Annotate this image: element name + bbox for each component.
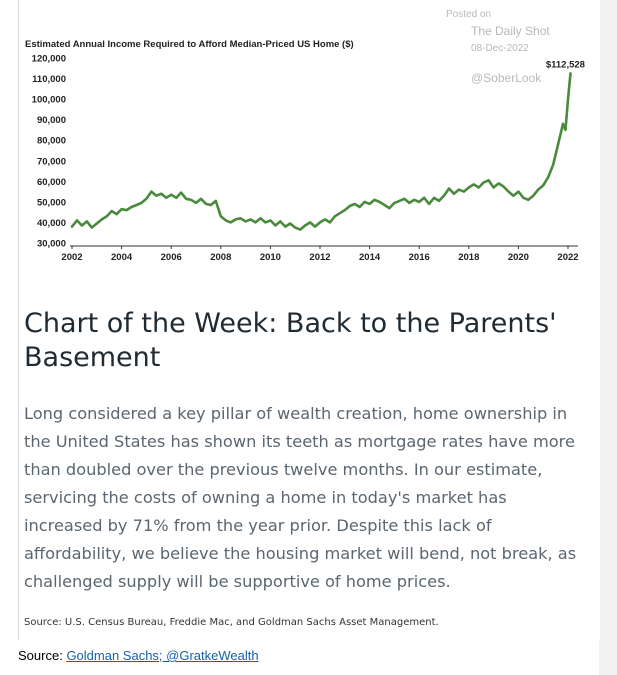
y-tick-label: 40,000 — [36, 217, 66, 229]
x-tick-label: 2014 — [359, 252, 381, 263]
article-headline: Chart of the Week: Back to the Parents' Basement — [24, 308, 557, 373]
y-tick-label: 100,000 — [31, 94, 66, 106]
x-tick-label: 2016 — [408, 252, 430, 263]
y-tick-label: 50,000 — [36, 197, 66, 209]
y-tick-label: 120,000 — [31, 53, 66, 65]
y-tick-label: 80,000 — [36, 135, 66, 147]
footer-source-label: Source: — [18, 648, 63, 663]
x-tick-label: 2012 — [309, 252, 331, 263]
article-body: Long considered a key pillar of wealth creation, home ownership in the United States has shown its teeth as mortgage rates have more than doubled over the previous twelve months. In our estimate, servicing the costs of owning a home in today's market has increased by 71% from the year prior. Despite this lack of affordability, we believe the housing market will bend, not break, as challenged supply will be supportive of home prices. — [24, 404, 577, 591]
x-tick-label: 2010 — [259, 252, 281, 263]
x-tick-label: 2004 — [111, 252, 133, 263]
y-tick-label: 70,000 — [36, 156, 66, 168]
x-tick-label: 2006 — [160, 252, 182, 263]
x-tick-label: 2022 — [557, 252, 579, 263]
end-value-label: $112,528 — [545, 59, 585, 71]
y-tick-label: 110,000 — [32, 74, 66, 86]
footer-source-link[interactable]: Goldman Sachs; @GratkeWealth — [66, 648, 259, 663]
y-tick-label: 60,000 — [36, 176, 66, 188]
y-tick-label: 90,000 — [36, 115, 66, 127]
chart-source-note: Source: U.S. Census Bureau, Freddie Mac, and Goldman Sachs Asset Management. — [24, 617, 439, 628]
series-line — [72, 73, 571, 229]
watermark-date: 08-Dec-2022 — [471, 43, 529, 54]
x-tick-label: 2018 — [458, 252, 480, 263]
watermark-handle: @SoberLook — [471, 71, 542, 85]
x-tick-label: 2002 — [61, 252, 83, 263]
y-tick-label: 30,000 — [36, 238, 66, 250]
x-tick-label: 2020 — [507, 252, 529, 263]
chart-title: Estimated Annual Income Required to Afford Median-Priced US Home ($) — [25, 39, 354, 50]
line-chart — [0, 0, 617, 280]
watermark-publisher: The Daily Shot — [471, 24, 550, 38]
x-tick-label: 2008 — [210, 252, 232, 263]
watermark-posted-on: Posted on — [446, 9, 492, 20]
footer-source — [18, 648, 259, 663]
